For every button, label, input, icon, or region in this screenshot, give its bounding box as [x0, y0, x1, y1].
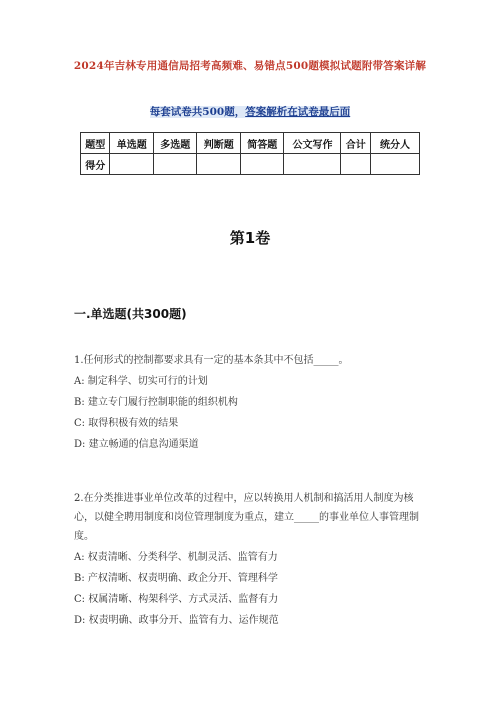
table-cell: 公文写作: [284, 133, 341, 154]
score-table-header-row: [81, 133, 420, 154]
question-stem: 1.任何形式的控制都要求具有一定的基本条其中不包括_____。: [74, 355, 349, 366]
table-cell: 得分: [81, 154, 110, 175]
table-cell: [197, 154, 241, 175]
document-title: 2024年吉林专用通信局招考高频难、易错点500题模拟试题附带答案详解: [73, 60, 427, 72]
question-1: [74, 351, 430, 454]
document-subtitle: [0, 104, 500, 119]
table-cell: [284, 154, 341, 175]
option-b: B: 建立专门履行控制职能的组织机构: [74, 397, 238, 408]
option-d: D: 建立畅通的信息沟通渠道: [74, 439, 199, 450]
table-cell: 统分人: [371, 133, 420, 154]
table-cell: [153, 154, 197, 175]
table-cell: 题型: [81, 133, 110, 154]
table-cell: 多选题: [153, 133, 197, 154]
table-cell: [110, 154, 154, 175]
option-a: A: 权责清晰、分类科学、机制灵活、监管有力: [74, 552, 278, 563]
score-table: [80, 132, 420, 175]
option-d: D: 权责明确、政事分开、监管有力、运作规范: [74, 615, 279, 626]
table-cell: 简答题: [240, 133, 284, 154]
section-heading: 一.单选题(共300题): [74, 307, 187, 321]
table-cell: [341, 154, 371, 175]
table-cell: 合计: [341, 133, 371, 154]
table-cell: [240, 154, 284, 175]
question-2: [74, 489, 430, 630]
subtitle-question-count: 每套试卷共500题，: [149, 106, 246, 118]
table-cell: [371, 154, 420, 175]
score-table-score-row: [81, 154, 420, 175]
subtitle-answer-note: 答案解析在试卷最后面: [245, 106, 351, 118]
question-stem: 2.在分类推进事业单位改革的过程中，应以转换用人机制和搞活用人制度为核心，以健全聘用制度和岗位管理制度为重点，建立_____的事业单位人事管理制度。: [74, 493, 419, 542]
option-c: C: 权属清晰、构架科学、方式灵活、监督有力: [74, 594, 279, 605]
option-b: B: 产权清晰、权责明确、政企分开、管理科学: [74, 573, 278, 584]
option-a: A: 制定科学、切实可行的计划: [74, 376, 208, 387]
option-c: C: 取得积极有效的结果: [74, 418, 179, 429]
table-cell: 判断题: [197, 133, 241, 154]
volume-heading: 第1卷: [229, 229, 271, 247]
table-cell: 单选题: [110, 133, 154, 154]
